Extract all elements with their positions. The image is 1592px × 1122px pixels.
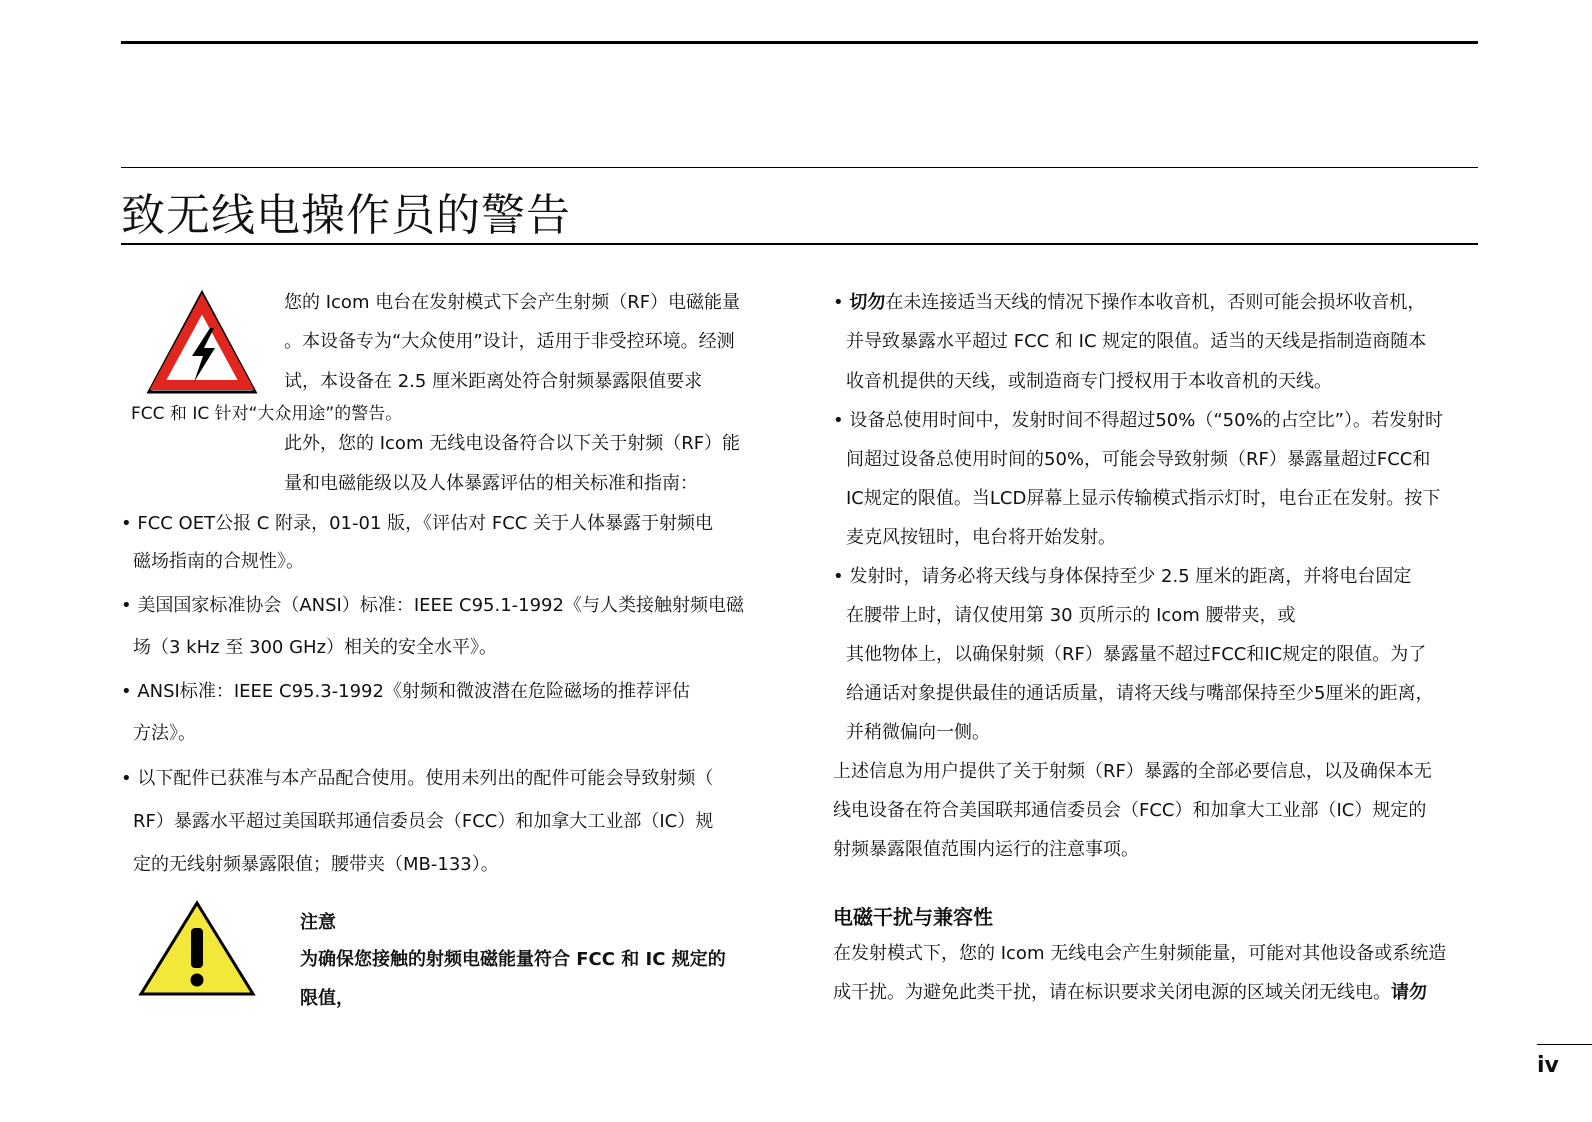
bullet-line: 给通话对象提供最佳的通话质量，请将天线与嘴部保持至少5厘米的距离， [846, 683, 1434, 704]
caution-line: 为确保您接触的射频电磁能量符合 FCC 和 IC 规定的 [300, 949, 726, 970]
bullet-line: 磁场指南的合规性》。 [133, 551, 304, 572]
bullet-line: 并导致暴露水平超过 FCC 和 IC 规定的限值。适当的天线是指制造商随本 [846, 331, 1427, 352]
bullet-line: • FCC OET公报 C 附录，01-01 版，《评估对 FCC 关于人体暴露于射频电 [121, 513, 714, 534]
electrical-hazard-icon [146, 290, 258, 396]
page-title: 致无线电操作员的警告 [121, 190, 571, 241]
caution-line: 限值， [300, 988, 354, 1009]
intro-line: 试，本设备在 2.5 厘米距离处符合射频暴露限值要求 [284, 371, 703, 392]
bullet-line: IC规定的限值。当LCD屏幕上显示传输模式指示灯时，电台正在发射。按下 [846, 488, 1441, 509]
page-number: iv [1537, 1053, 1559, 1078]
emc-text: 成干扰。为避免此类干扰，请在标识要求关闭电源的区域关闭无线电。 [833, 982, 1391, 1003]
bold-lead: 切勿 [849, 292, 886, 313]
bullet-text: 在未连接适当天线的情况下操作本收音机，否则可能会损坏收音机， [885, 292, 1426, 313]
top-rule [121, 41, 1478, 44]
bullet-line: • 发射时，请务必将天线与身体保持至少 2.5 厘米的距离，并将电台固定 [833, 566, 1412, 587]
bullet-line: 麦克风按钮时，电台将开始发射。 [846, 527, 1116, 548]
bullet-line: 场（3 kHz 至 300 GHz）相关的安全水平》。 [133, 637, 498, 658]
intro-line: 您的 Icom 电台在发射模式下会产生射频（RF）电磁能量 [284, 292, 741, 313]
bullet-line: • 切勿在未连接适当天线的情况下操作本收音机，否则可能会损坏收音机， [833, 292, 1426, 313]
intro-line: FCC 和 IC 针对“大众用途”的警告。 [131, 404, 403, 424]
emc-line: 在发射模式下，您的 Icom 无线电会产生射频能量，可能对其他设备或系统造 [833, 943, 1447, 964]
intro-line: 。本设备专为“大众使用”设计，适用于非受控环境。经测 [284, 331, 735, 352]
bullet-line: 收音机提供的天线，或制造商专门授权用于本收音机的天线。 [846, 371, 1332, 392]
bullet-line: • ANSI标准：IEEE C95.3-1992《射频和微波潜在危险磁场的推荐评估 [121, 681, 690, 702]
caution-icon [138, 900, 256, 998]
bullet-line: • 美国国家标准协会（ANSI）标准：IEEE C95.1-1992《与人类接触射频电磁 [121, 595, 744, 616]
title-top-rule [121, 167, 1478, 168]
section-heading: 电磁干扰与兼容性 [833, 905, 993, 929]
title-bottom-rule [121, 243, 1478, 245]
summary-line: 上述信息为用户提供了关于射频（RF）暴露的全部必要信息，以及确保本无 [833, 761, 1432, 782]
bullet-line: 其他物体上，以确保射频（RF）暴露量不超过FCC和IC规定的限值。为了 [846, 644, 1427, 665]
bullet-line: 并稍微偏向一侧。 [846, 722, 990, 743]
intro-line: 量和电磁能级以及人体暴露评估的相关标准和指南： [284, 473, 698, 494]
bullet-line: • 以下配件已获准与本产品配合使用。使用未列出的配件可能会导致射频（ [121, 768, 714, 789]
bullet-line: RF）暴露水平超过美国联邦通信委员会（FCC）和加拿大工业部（IC）规 [133, 811, 714, 832]
summary-line: 射频暴露限值范围内运行的注意事项。 [833, 839, 1139, 860]
summary-line: 线电设备在符合美国联邦通信委员会（FCC）和加拿大工业部（IC）规定的 [833, 800, 1427, 821]
bullet-line: 在腰带上时，请仅使用第 30 页所示的 Icom 腰带夹，或 [846, 605, 1296, 626]
bullet-line: • 设备总使用时间中，发射时间不得超过50%（“50%的占空比”）。若发射时 [833, 410, 1444, 431]
emc-line [833, 981, 1427, 1005]
intro-line: 此外，您的 Icom 无线电设备符合以下关于射频（RF）能 [284, 433, 741, 454]
page-number-rule [1537, 1044, 1592, 1045]
bullet-line: 定的无线射频暴露限值；腰带夹（MB-133）。 [133, 854, 499, 875]
bullet-line: 间超过设备总使用时间的50%，可能会导致射频（RF）暴露量超过FCC和 [846, 449, 1431, 470]
caution-heading: 注意 [300, 912, 336, 933]
emc-bold-text: 请勿 [1391, 982, 1427, 1003]
bullet-line: 方法》。 [133, 723, 196, 744]
